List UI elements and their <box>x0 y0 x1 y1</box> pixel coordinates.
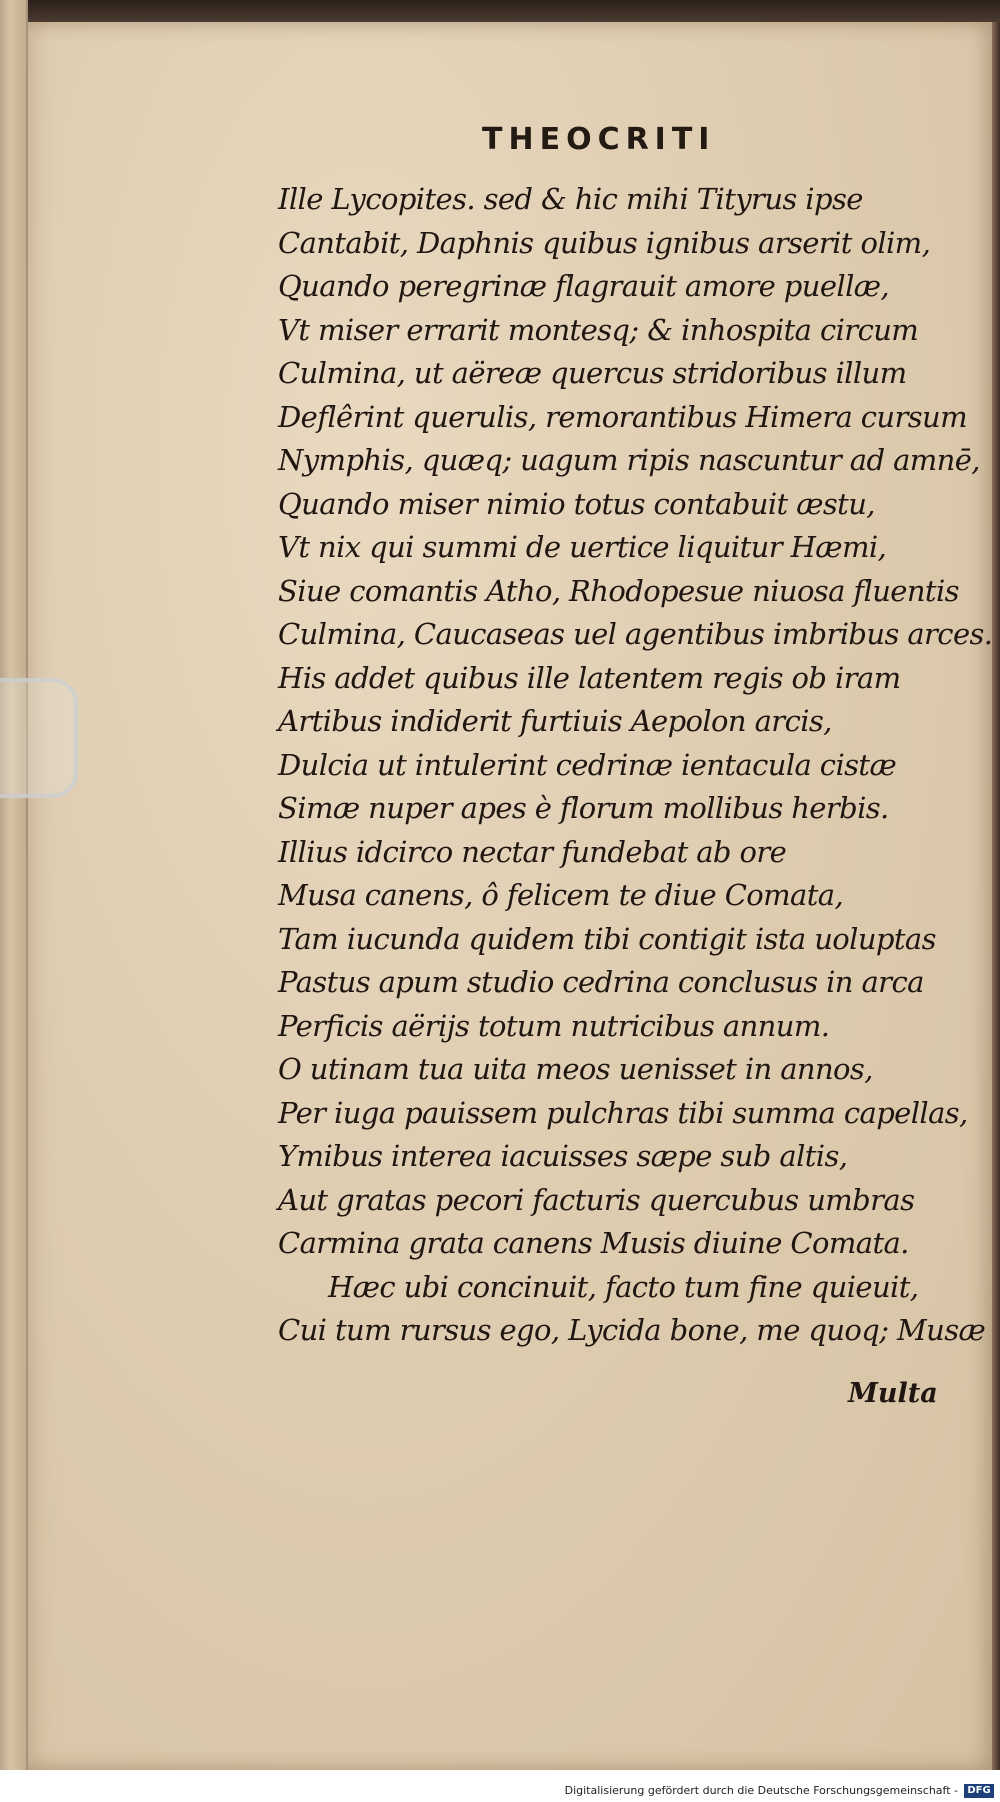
verse-line: Quando miser nimio totus contabuit æstu, <box>278 486 875 521</box>
book-gutter <box>0 0 28 1802</box>
verse-line: Illius idcirco nectar fundebat ab ore <box>278 834 787 869</box>
page-clip <box>0 678 78 798</box>
book-fore-edge <box>992 22 1000 1770</box>
footer-credit: Digitalisierung gefördert durch die Deutsche Forschungsgemeinschaft - <box>564 1784 958 1797</box>
verse-line: Musa canens, ô felicem te diue Comata, <box>278 878 844 912</box>
verse-line: Ille Lycopites. sed & hic mihi Tityrus ipse <box>278 182 863 216</box>
verse-line: Ymibus interea iacuisses sæpe sub altis, <box>278 1139 848 1173</box>
verse-line: Perficis aërijs totum nutricibus annum. <box>278 1008 830 1043</box>
verse-line: Vt miser errarit montesq; & inhospita circum <box>278 312 919 347</box>
verse-line: Cui tum rursus ego, Lycida bone, me quoq; Musæ <box>278 1313 986 1347</box>
verse-line: Carmina grata canens Musis diuine Comata. <box>278 1226 909 1260</box>
verse-line: O utinam tua uita meos uenisset in annos, <box>278 1052 873 1086</box>
verse-line: His addet quibus ille latentem regis ob iram <box>278 660 901 695</box>
catchword: Multa <box>848 1378 938 1409</box>
verse-line: Culmina, Caucaseas uel agentibus imbribus arces. <box>278 617 993 651</box>
verse-line: Vt nix qui summi de uertice liquitur Hæmi, <box>278 530 887 564</box>
running-head: THEOCRITI <box>482 122 716 157</box>
verse-line: Tam iucunda quidem tibi contigit ista uoluptas <box>278 921 936 956</box>
verse-line: Siue comantis Atho, Rhodopesue niuosa fluentis <box>278 573 959 608</box>
verse-line: Culmina, ut aëreæ quercus stridoribus illum <box>278 356 907 390</box>
verse-line: Cantabit, Daphnis quibus ignibus arserit olim, <box>278 225 931 260</box>
verse-line: Quando peregrinæ flagrauit amore puellæ, <box>278 269 890 303</box>
verse-line: Dulcia ut intulerint cedrinæ ientacula cistæ <box>278 747 897 782</box>
book-top-edge <box>0 0 1000 22</box>
verse-line: Nymphis, quæq; uagum ripis nascuntur ad amnē, <box>278 443 980 477</box>
verse-text <box>278 178 993 1353</box>
verse-line: Per iuga pauissem pulchras tibi summa capellas, <box>278 1095 968 1130</box>
verse-line: Simæ nuper apes è florum mollibus herbis. <box>278 791 889 825</box>
verse-line: Deflêrint querulis, remorantibus Himera cursum <box>278 399 968 434</box>
verse-line: Pastus apum studio cedrina conclusus in arca <box>278 965 924 999</box>
verse-line: Aut gratas pecori facturis quercubus umbras <box>278 1182 915 1217</box>
verse-line: Artibus indiderit furtiuis Aepolon arcis, <box>278 704 832 738</box>
verse-line: Hæc ubi concinuit, facto tum fine quieuit, <box>328 1269 919 1304</box>
dfg-logo: DFG <box>964 1784 994 1798</box>
